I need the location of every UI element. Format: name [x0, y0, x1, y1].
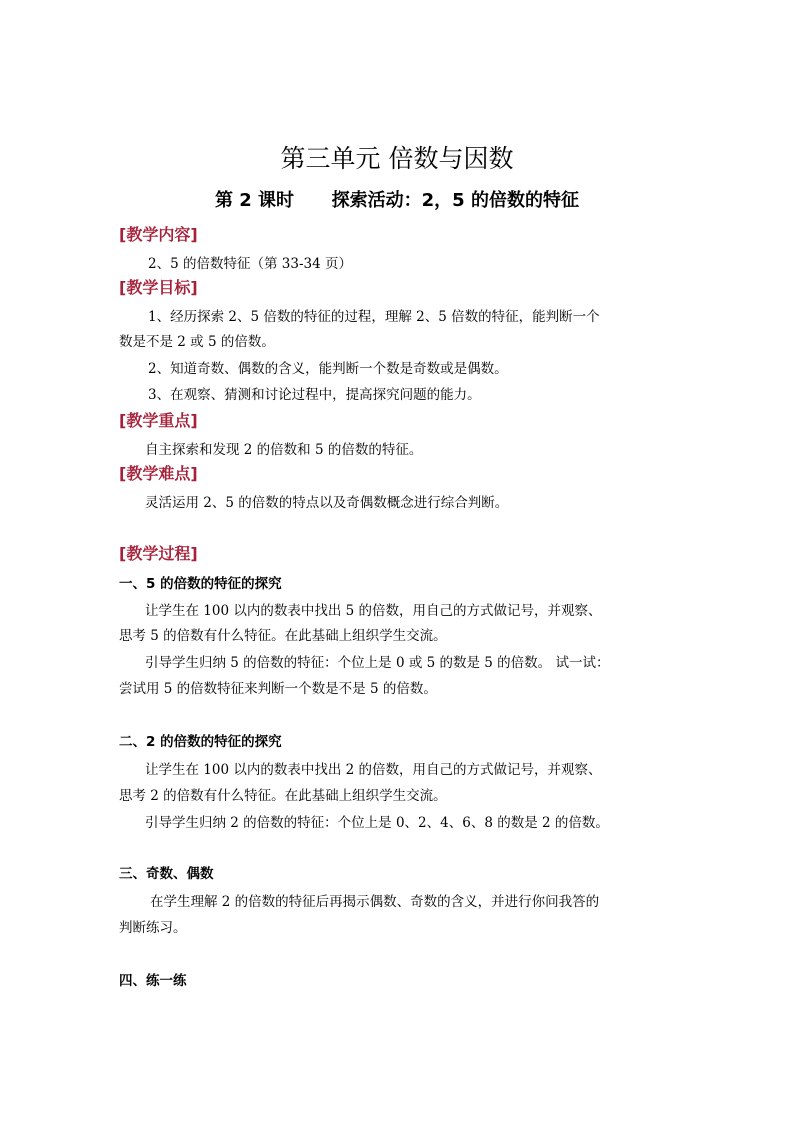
process-line: 引导学生归纳 2 的倍数的特征：个位上是 0、2、4、6、8 的数是 2 的倍数。: [145, 815, 609, 831]
process-part-heading: 三、奇数、偶数: [119, 866, 214, 882]
process-line: 尝试用 5 的倍数特征来判断一个数是不是 5 的倍数。: [119, 681, 437, 697]
process-part-heading: 四、练一练: [119, 973, 187, 989]
section-heading-difficulties: [教学难点]: [119, 464, 198, 483]
objective-line: 3、在观察、猜测和讨论过程中，提高探究问题的能力。: [148, 387, 481, 403]
page-subtitle: 第 2 课时 探索活动：2，5 的倍数的特征: [215, 190, 579, 211]
process-line: 让学生在 100 以内的数表中找出 5 的倍数，用自己的方式做记号，并观察、: [145, 603, 602, 619]
process-line: 思考 5 的倍数有什么特征。在此基础上组织学生交流。: [119, 628, 447, 644]
difficulty-line: 灵活运用 2、5 的倍数的特点以及奇偶数概念进行综合判断。: [145, 495, 509, 511]
process-line: 在学生理解 2 的倍数的特征后再揭示偶数、奇数的含义，并进行你问我答的: [150, 894, 600, 910]
section-heading-objectives: [教学目标]: [119, 278, 198, 297]
objective-line: 数是不是 2 或 5 的倍数。: [119, 334, 275, 350]
process-line: 思考 2 的倍数有什么特征。在此基础上组织学生交流。: [119, 788, 447, 804]
content-line: 2、5 的倍数特征（第 33-34 页）: [148, 256, 352, 272]
key-point-line: 自主探索和发现 2 的倍数和 5 的倍数的特征。: [145, 442, 423, 458]
process-part-heading: 一、5 的倍数的特征的探究: [119, 576, 282, 592]
process-line: 让学生在 100 以内的数表中找出 2 的倍数，用自己的方式做记号，并观察、: [145, 762, 602, 778]
process-line: 判断练习。: [119, 920, 187, 936]
process-line: 引导学生归纳 5 的倍数的特征：个位上是 0 或 5 的数是 5 的倍数。 试一试：: [145, 655, 610, 671]
objective-line: 1、经历探索 2、5 倍数的特征的过程，理解 2、5 倍数的特征，能判断一个: [148, 309, 600, 325]
section-heading-content: [教学内容]: [119, 225, 198, 244]
section-heading-process: [教学过程]: [119, 544, 198, 563]
objective-line: 2、知道奇数、偶数的含义，能判断一个数是奇数或是偶数。: [148, 361, 508, 377]
process-part-heading: 二、2 的倍数的特征的探究: [119, 734, 282, 750]
section-heading-key-points: [教学重点]: [119, 411, 198, 430]
page-title: 第三单元 倍数与因数: [280, 144, 514, 173]
